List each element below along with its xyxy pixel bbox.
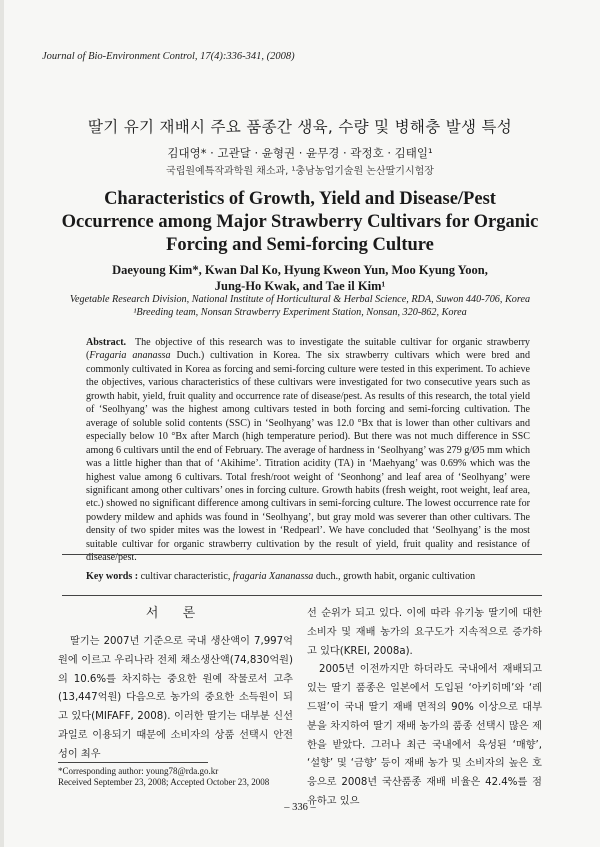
keywords-scientific-name: fragaria Xananassa <box>232 571 314 582</box>
keywords-bottom-rule <box>62 595 542 596</box>
intro-paragraph-1: 딸기는 2007년 기준으로 국내 생산액이 7,997억원에 이르고 우리나라 전체 채소생산액(74,830억원)의 10.6%를 차지하는 중요한 원예 작물로서 고추(13,447억원) 다음으로 농가의 중요한 소득원이 되고 있다(MIFAFF, 2008). 이러한 딸기는 대부분 신선과일로 이용되기 때문에 소비자의 상품 선택시 안전성이 최우 <box>58 636 293 760</box>
english-authors-line2: Jung-Ho Kwak, and Tae il Kim¹ <box>214 279 386 293</box>
korean-affiliation: 국립원예특작과학원 채소과, ¹충남농업기술원 논산딸기시험장 <box>166 166 434 177</box>
abstract-text-1: The objective of this research was to investigate the suitable cultivar for organic strawberry ( <box>86 337 530 362</box>
keywords-text-2: duch., growth habit, organic cultivation <box>313 571 476 582</box>
intro-right-column <box>307 605 542 812</box>
keywords-top-rule <box>62 554 542 555</box>
english-affiliation <box>40 294 560 319</box>
intro-left-column <box>58 605 293 765</box>
english-title: Characteristics of Growth, Yield and Disease/Pest Occurrence among Major Strawberry Cultivars for Organic Forcing and Semi-forcing Culture <box>61 189 539 255</box>
intro-paragraph-1-cont: 선 순위가 되고 있다. 이에 따라 유기농 딸기에 대한 소비자 및 재배 농가의 요구도가 지속적으로 증가하고 있다(KREI, 2008a). <box>307 608 542 657</box>
section-heading-introduction: 서 론 <box>145 606 206 621</box>
keywords-label: Key words : <box>86 571 139 582</box>
corresponding-author: *Corresponding author: young78@rda.go.kr <box>58 766 219 776</box>
keywords-text-1: cultivar characteristic, <box>138 571 233 582</box>
english-affiliation-line2: ¹Breeding team, Nonsan Strawberry Experiment Station, Nonsan, 320-862, Korea <box>133 306 467 318</box>
keywords <box>86 571 546 582</box>
korean-title: 딸기 유기 재배시 주요 품종간 생육, 수량 및 병해충 발생 특성 <box>87 118 513 136</box>
footnote <box>58 766 318 787</box>
english-authors-line1: Daeyoung Kim*, Kwan Dal Ko, Hyung Kweon Yun, Moo Kyung Yoon, <box>112 263 488 277</box>
page-number: – 336 – <box>284 802 316 813</box>
abstract-text-2: Duch.) cultivation in Korea. The six strawberry cultivars which were bred and commonly cultivated in Korea as forcing and semi-forcing culture were tested in this experiment. To achieve the objectives, various characteristics of these cultivars were investigated for two consecutive years such as growth habit, yield, fruit quality and occurrence rate of disease/pest. As results of this research, the total yield of ‘Seolhyang’ was the highest among cultivars tested in both forcing and semi-forcing cultivation. The average of soluble solid contents (SSC) in ‘Seolhyang’ was 12.0 °Bx that is lower than other cultivars and especially below 10 °Bx after March (high temperature period). But there was not much difference in SSC among 6 cultivars until the end of February. The average of hardness in ‘Seolhyang’ was 279 g/Ø5 mm which was a little higher than that of ‘Akihime’. Titration acidity (TA) in ‘Maehyang’ was 0.69% which was the highest value among 6 cultivars. Total fresh/root weight of ‘Seonhong’ and leaf area of ‘Seolhyang’ were significant among other cultivars’ ones in forcing culture. Growth habits (fresh weight, root weight, leaf area, etc.) showed no significant difference among cultivars in semi-forcing culture. The lowest occurrence rate for powdery mildew and aphids was found in ‘Seolhyang’, but gray mold was severer than other cultivars. The density of two spider mites was the lowest in ‘Redpearl’. We have concluded that ‘Seolhyang’ is the most suitable cultivar for organic strawberry cultivation by the result of yield, fruit quality and resistance of disease/pest. <box>86 350 530 564</box>
footnote-rule <box>58 762 208 763</box>
english-authors <box>60 262 540 294</box>
journal-citation: Journal of Bio-Environment Control, 17(4):336-341, (2008) <box>42 51 295 62</box>
abstract <box>86 336 530 565</box>
abstract-label: Abstract. <box>86 337 127 348</box>
korean-authors: 김대영* · 고관달 · 윤형권 · 윤무경 · 곽정호 · 김태일¹ <box>167 146 433 160</box>
intro-paragraph-2: 2005년 이전까지만 하더라도 국내에서 재배되고 있는 딸기 품종은 일본에서 도입된 ‘아키히메’와 ‘레드펄’이 국내 딸기 재배 면적의 90% 이상으로 대부분을 차지하여 딸기 재배 농가의 품종 선택시 많은 제한을 받았다. 그러나 최근 국내에서 육성된 ‘매향’, ‘설향’ 및 ‘금향’ 등이 재배 농가 및 소비자의 높은 호응으로 2008년 국산품종 재배 비율은 42.4%를 점유하고 있으 <box>307 664 542 807</box>
english-affiliation-line1: Vegetable Research Division, National Institute of Horticultural & Herbal Science, RDA, Suwon 440-706, Korea <box>69 294 531 305</box>
abstract-scientific-name: Fragaria ananassa <box>89 350 171 362</box>
received-accepted-dates: Received September 23, 2008; Accepted October 23, 2008 <box>58 776 270 787</box>
